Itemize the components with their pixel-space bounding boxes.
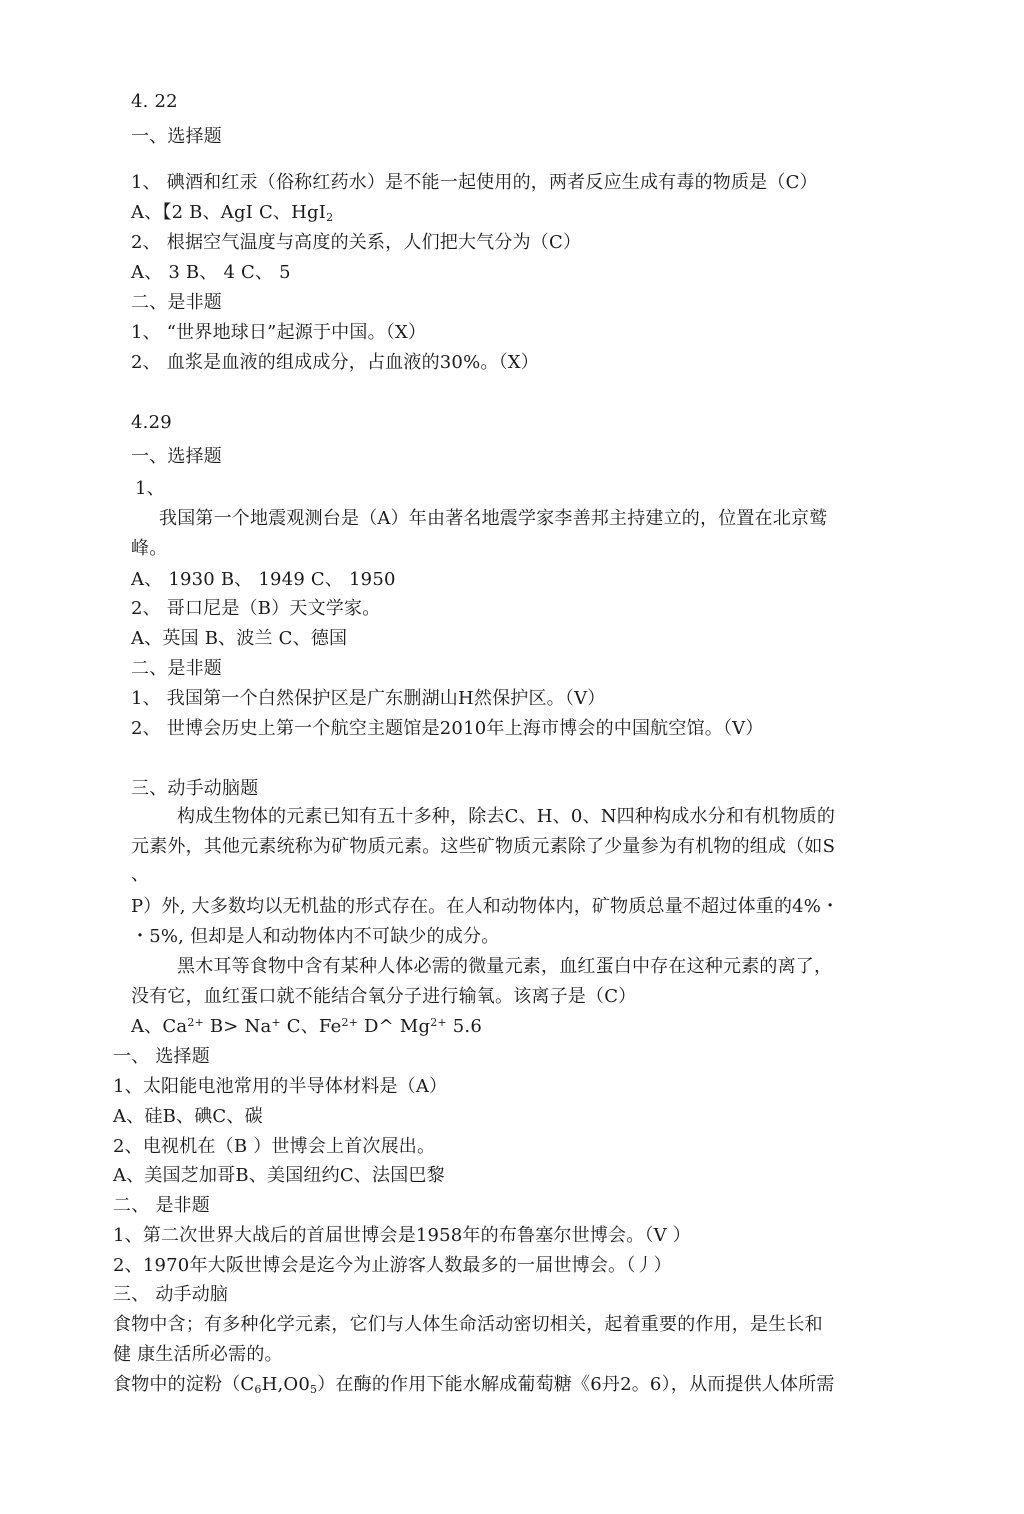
subscript: 6	[254, 1383, 262, 1396]
question-1-options: A、 1930 B、 1949 C、 1950	[131, 569, 396, 590]
true-false-heading: 二、是非题	[131, 292, 222, 313]
section-date: 4.29	[131, 412, 172, 433]
subscript: 2	[326, 211, 334, 224]
true-false-1: 1、 “世界地球日”起源于中国。（X）	[131, 322, 427, 343]
paragraph-1-line-4: P）外, 大多数均以无机盐的形式存在。在人和动物体内，矿物质总量不超过体重的4%・	[131, 896, 840, 917]
paragraph-1-line-3: 、	[131, 864, 150, 885]
true-false-2: 2、1970年大阪世博会是迄今为止游客人数最多的一届世博会。（丿）	[113, 1255, 672, 1276]
superscript: 2+	[187, 1016, 204, 1029]
options-text: A、【2 B、AgI C、HgI	[131, 202, 327, 223]
question-2: 2、电视机在（B ）世博会上首次展出。	[113, 1136, 436, 1157]
question-1-options: A、硅B、碘C、碳	[113, 1106, 263, 1127]
ion-options	[131, 1016, 482, 1038]
question-1-number: 1、	[135, 478, 165, 499]
section-date: 4. 22	[131, 91, 178, 112]
next-section-date: 5.6	[446, 1016, 482, 1037]
true-false-heading: 二、 是非题	[113, 1195, 210, 1216]
question-1-line-2: 峰。	[131, 538, 168, 559]
question-1-options	[131, 202, 333, 224]
question-1-line-1: 我国第一个地震观测台是（A）年由著名地震学家李善邦主持建立的，位置在北京鹫	[159, 508, 828, 529]
true-false-1: 1、第二次世界大战后的首届世博会是1958年的布鲁塞尔世博会。（V ）	[113, 1225, 691, 1246]
true-false-1: 1、 我国第一个白然保护区是广东删湖山H然保护区。（V）	[131, 688, 606, 709]
paragraph-2-line-2: 没有它，血红蛋口就不能结合氧分子进行输氧。该离子是（C）	[131, 986, 637, 1007]
text-part: 食物中的淀粉（C	[113, 1374, 255, 1395]
question-2-options: A、美国芝加哥B、美国纽约C、法国巴黎	[113, 1165, 445, 1186]
question-2-options: A、 3 B、 4 C、 5	[131, 262, 291, 283]
question-2: 2、 哥口尼是（B）天文学家。	[131, 598, 381, 619]
text-part: H,O0	[261, 1374, 311, 1395]
option-d: D^ Mg	[358, 1016, 431, 1037]
question-1: 1、 碘酒和红汞（俗称红药水）是不能一起使用的，两者反应生成有毒的物质是（C）	[131, 172, 818, 193]
question-2: 2、 根据空气温度与高度的关系，人们把大气分为（C）	[131, 232, 582, 253]
paragraph-2-line-1	[113, 1374, 835, 1396]
choice-heading: 一、 选择题	[113, 1046, 210, 1067]
true-false-2: 2、 血浆是血液的组成成分，占血液的30%。（X）	[131, 352, 539, 373]
subscript: 5	[310, 1383, 318, 1396]
choice-heading: 一、选择题	[131, 126, 222, 147]
question-2-options: A、英国 B、波兰 C、德国	[131, 628, 348, 649]
hands-on-heading: 三、 动手动脑	[113, 1284, 229, 1305]
choice-heading: 一、选择题	[131, 446, 222, 467]
superscript: 2+	[430, 1016, 447, 1029]
option-b: B> Na	[203, 1016, 272, 1037]
superscript: +	[271, 1016, 281, 1029]
paragraph-1-line-1: 食物中含；有多种化学元素，它们与人体生命活动密切相关，起着重要的作用，是生长和	[113, 1314, 823, 1335]
true-false-2: 2、 世博会历史上第一个航空主题馆是2010年上海市博会的中国航空馆。（V）	[131, 718, 764, 739]
superscript: 2+	[341, 1016, 359, 1029]
paragraph-2-line-1: 黑木耳等食物中含有某种人体必需的微量元素，血红蛋白中存在这种元素的离了，	[177, 956, 833, 977]
text-part: ）在酶的作用下能水解成葡萄糖《6丹2。6），从而提供人体所需	[317, 1374, 835, 1395]
paragraph-1-line-2: 健 康生活所必需的。	[113, 1344, 283, 1365]
paragraph-1-line-5: ・5%, 但却是人和动物体内不可缺少的成分。	[131, 926, 500, 947]
paragraph-1-line-2: 元素外，其他元素统称为矿物质元素。这些矿物质元素除了少量参为有机物的组成（如S	[131, 836, 836, 857]
hands-on-heading: 三、动手动脑题	[131, 778, 259, 799]
paragraph-1-line-1: 构成生物体的元素已知有五十多种，除去C、H、0、N四种构成水分和有机物质的	[177, 806, 836, 827]
true-false-heading: 二、是非题	[131, 658, 222, 679]
option-a: A、Ca	[131, 1016, 188, 1037]
option-c: C、Fe	[280, 1016, 342, 1037]
question-1: 1、太阳能电池常用的半导体材料是（A）	[113, 1076, 448, 1097]
